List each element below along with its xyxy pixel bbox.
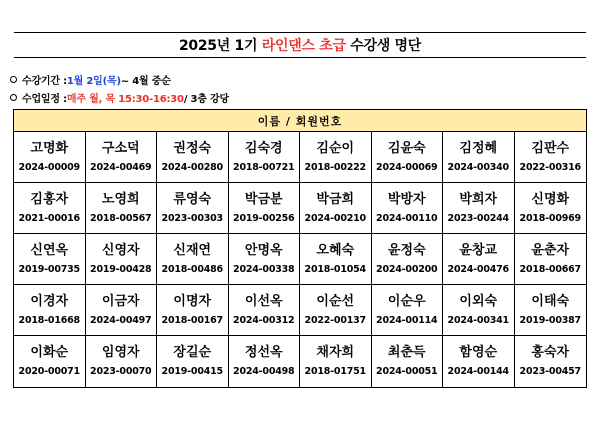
page-title <box>179 35 421 55</box>
member-name: 박방자 <box>387 191 426 207</box>
member-cell <box>14 285 86 336</box>
member-name: 박금분 <box>244 191 283 207</box>
member-cell <box>86 285 158 336</box>
member-number: 2024-00469 <box>90 161 152 173</box>
period-label: 수강기간 : <box>22 76 67 87</box>
member-name: 이선옥 <box>244 293 283 309</box>
member-name: 고명화 <box>30 140 69 156</box>
schedule-room: / 3층 강당 <box>183 94 229 105</box>
member-name: 류영숙 <box>173 191 212 207</box>
member-cell <box>229 285 301 336</box>
member-cell <box>229 234 301 285</box>
circle-bullet-icon <box>10 76 17 83</box>
member-number: 2024-00341 <box>447 314 509 326</box>
member-number: 2020-00071 <box>18 366 80 377</box>
member-cell <box>157 132 229 183</box>
member-name: 홍숙자 <box>531 345 570 360</box>
title-course-name: 라인댄스 초급 <box>261 38 346 54</box>
member-name: 구소덕 <box>101 140 140 156</box>
member-name: 채자희 <box>316 345 355 360</box>
member-number: 2024-00338 <box>233 263 295 275</box>
member-name: 오혜숙 <box>316 242 355 258</box>
member-cell <box>157 285 229 336</box>
member-cell <box>157 336 229 387</box>
member-number: 2024-00498 <box>233 366 295 377</box>
member-grid <box>14 132 586 387</box>
member-table <box>13 109 587 388</box>
period-end: ~ 4월 중순 <box>120 76 171 87</box>
member-number: 2018-00486 <box>161 263 223 275</box>
member-name: 박금희 <box>316 191 355 207</box>
member-number: 2023-00457 <box>519 366 581 377</box>
member-number: 2018-00167 <box>161 314 223 326</box>
member-cell <box>14 336 86 387</box>
member-number: 2018-00222 <box>304 161 366 173</box>
member-name: 윤춘자 <box>531 242 570 258</box>
member-cell <box>443 132 515 183</box>
member-cell <box>86 183 158 234</box>
member-cell <box>515 285 587 336</box>
member-number: 2022-00137 <box>304 314 366 326</box>
member-number: 2024-00280 <box>161 161 223 173</box>
member-name: 이순선 <box>316 293 355 309</box>
member-cell <box>14 234 86 285</box>
member-name: 노영희 <box>101 191 140 207</box>
member-name: 최춘득 <box>387 345 426 360</box>
member-number: 2024-00069 <box>376 161 438 173</box>
member-name: 임영자 <box>101 345 140 360</box>
member-number: 2024-00497 <box>90 314 152 326</box>
member-number: 2024-00009 <box>18 161 80 173</box>
member-number: 2019-00735 <box>18 263 80 275</box>
member-cell <box>515 336 587 387</box>
member-name: 김윤숙 <box>387 140 426 156</box>
member-name: 김홍자 <box>30 191 69 207</box>
member-name: 이금자 <box>101 293 140 309</box>
member-cell <box>86 132 158 183</box>
member-number: 2024-00340 <box>447 161 509 173</box>
member-number: 2018-01668 <box>18 314 80 326</box>
title-bar <box>14 32 586 58</box>
member-cell <box>515 132 587 183</box>
member-number: 2018-00969 <box>519 212 581 224</box>
member-name: 안명옥 <box>244 242 283 258</box>
member-name: 윤정숙 <box>387 242 426 258</box>
member-number: 2019-00256 <box>233 212 295 224</box>
course-period-line <box>10 72 171 87</box>
member-cell <box>86 234 158 285</box>
member-number: 2024-00144 <box>447 366 509 377</box>
member-name: 이태숙 <box>531 293 570 309</box>
member-number: 2018-00667 <box>519 263 581 275</box>
member-name: 박희자 <box>459 191 498 207</box>
member-number: 2024-00200 <box>376 263 438 275</box>
member-name: 이화순 <box>30 345 69 360</box>
member-cell <box>300 234 372 285</box>
member-number: 2023-00244 <box>447 212 509 224</box>
member-cell <box>300 132 372 183</box>
member-cell <box>157 183 229 234</box>
member-name: 이외숙 <box>459 293 498 309</box>
title-part-2: 수강생 명단 <box>345 38 421 54</box>
member-cell <box>300 285 372 336</box>
member-cell <box>229 183 301 234</box>
member-number: 2023-00303 <box>161 212 223 224</box>
member-number: 2019-00428 <box>90 263 152 275</box>
member-cell <box>86 336 158 387</box>
member-number: 2019-00415 <box>161 366 223 377</box>
member-number: 2018-00721 <box>233 161 295 173</box>
member-cell <box>372 183 444 234</box>
member-cell <box>372 285 444 336</box>
member-name: 윤창교 <box>459 242 498 258</box>
member-name: 신명화 <box>531 191 570 207</box>
member-cell <box>372 132 444 183</box>
member-cell <box>372 234 444 285</box>
member-name: 김판수 <box>531 140 570 156</box>
table-header: 이름 / 회원번호 <box>14 110 586 132</box>
class-schedule-line <box>10 90 229 105</box>
member-name: 권정숙 <box>173 140 212 156</box>
member-cell <box>515 183 587 234</box>
member-cell <box>14 183 86 234</box>
member-cell <box>443 285 515 336</box>
member-number: 2024-00312 <box>233 314 295 326</box>
schedule-days: 매주 월, 목 15:30-16:30 <box>66 94 184 105</box>
member-number: 2024-00476 <box>447 263 509 275</box>
member-cell <box>300 183 372 234</box>
member-name: 이경자 <box>30 293 69 309</box>
member-number: 2022-00316 <box>519 161 581 173</box>
member-cell <box>443 336 515 387</box>
member-cell <box>300 336 372 387</box>
member-number: 2021-00016 <box>18 212 80 224</box>
member-cell <box>229 336 301 387</box>
member-number: 2019-00387 <box>519 314 581 326</box>
member-name: 신재연 <box>173 242 212 258</box>
member-name: 이명자 <box>173 293 212 309</box>
member-number: 2024-00210 <box>304 212 366 224</box>
member-cell <box>443 234 515 285</box>
member-cell <box>14 132 86 183</box>
member-name: 장길순 <box>173 345 212 360</box>
member-cell <box>372 336 444 387</box>
member-cell <box>157 234 229 285</box>
member-number: 2018-00567 <box>90 212 152 224</box>
period-start: 1월 2일(목) <box>66 76 121 87</box>
member-name: 함영순 <box>459 345 498 360</box>
member-name: 김정혜 <box>459 140 498 156</box>
circle-bullet-icon <box>10 94 17 101</box>
title-part-1: 2025년 1기 <box>178 38 262 54</box>
schedule-label: 수업일정 : <box>22 94 67 105</box>
member-name: 정선옥 <box>244 345 283 360</box>
member-cell <box>229 132 301 183</box>
member-name: 이순우 <box>387 293 426 309</box>
member-cell <box>515 234 587 285</box>
member-number: 2024-00114 <box>376 314 438 326</box>
member-number: 2018-01054 <box>304 263 366 275</box>
member-name: 신영자 <box>101 242 140 258</box>
member-name: 김순이 <box>316 140 355 156</box>
member-number: 2024-00110 <box>376 212 438 224</box>
member-number: 2023-00070 <box>90 366 152 377</box>
member-name: 신연옥 <box>30 242 69 258</box>
member-name: 김숙경 <box>244 140 283 156</box>
member-number: 2018-01751 <box>304 366 366 377</box>
member-cell <box>443 183 515 234</box>
member-number: 2024-00051 <box>376 366 438 377</box>
